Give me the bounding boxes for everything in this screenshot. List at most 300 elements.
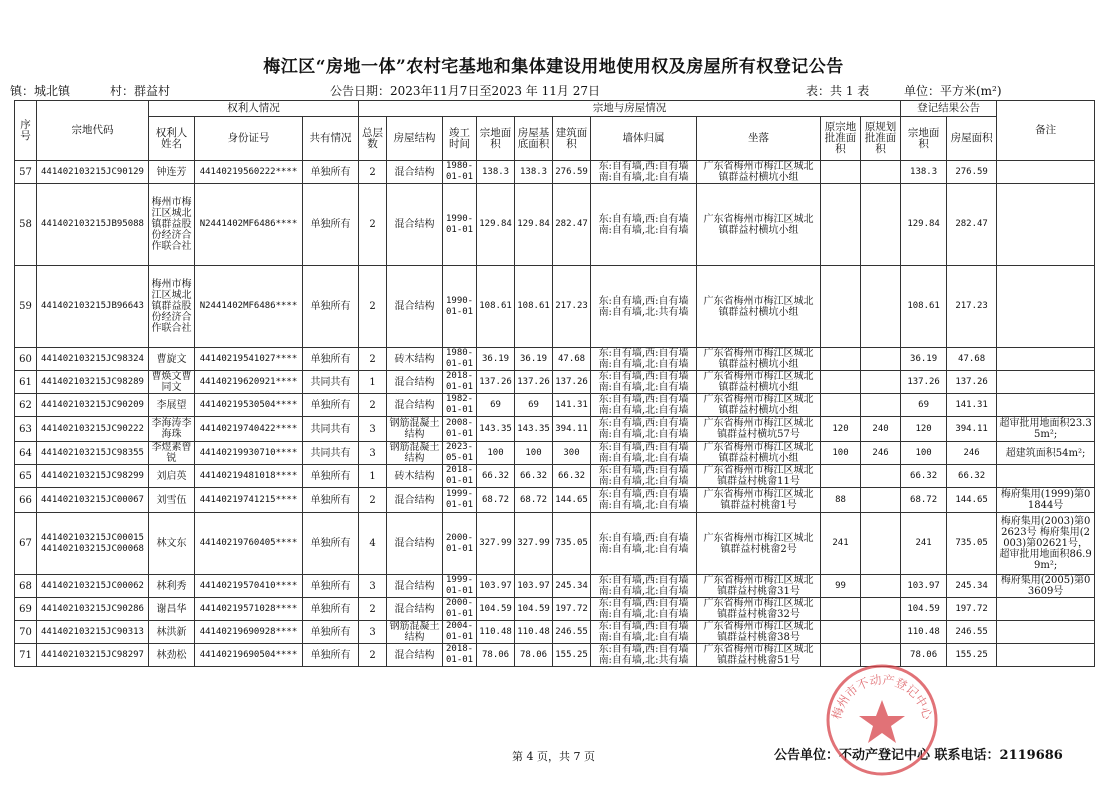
header-code: 宗地代码 [37,101,149,161]
cell-base: 110.48 [515,621,553,644]
cell-res-house: 245.34 [947,575,997,598]
cell-walls: 东:自有墙,西:自有墙南:自有墙,北:自有墙 [591,575,697,598]
cell-completed: 2000-01-01 [443,513,477,575]
cell-base: 66.32 [515,465,553,488]
cell-seq: 71 [15,644,37,667]
cell-land: 69 [477,394,515,417]
cell-approved [821,394,861,417]
cell-id: N2441402MF6486**** [195,266,303,348]
official-seal [822,660,942,780]
cell-owner: 林劲松 [149,644,195,667]
table-row [15,488,1095,513]
cell-seq: 69 [15,598,37,621]
registration-table [14,100,1095,667]
cell-base: 137.26 [515,371,553,394]
header-group-land: 宗地与房屋情况 [359,101,901,117]
cell-land: 78.06 [477,644,515,667]
cell-remark [997,348,1095,371]
cell-approved: 120 [821,417,861,442]
cell-land: 100 [477,442,515,465]
cell-code: 441402103215JC90209 [37,394,149,417]
cell-land: 108.61 [477,266,515,348]
header-share: 共有情况 [303,117,359,161]
cell-completed: 1982-01-01 [443,394,477,417]
cell-share: 单独所有 [303,598,359,621]
cell-floors: 3 [359,417,387,442]
cell-base: 104.59 [515,598,553,621]
table-count: 表：共 1 表 [806,84,870,98]
cell-build: 197.72 [553,598,591,621]
cell-remark [997,621,1095,644]
cell-remark [997,161,1095,184]
cell-plan [861,371,901,394]
cell-owner: 刘雪伍 [149,488,195,513]
cell-walls: 东:自有墙,西:自有墙南:自有墙,北:自有墙 [591,394,697,417]
cell-completed: 1990-01-01 [443,266,477,348]
header-group-rights: 权利人情况 [149,101,359,117]
cell-code: 441402103215JC98297 [37,644,149,667]
cell-code: 441402103215JC90286 [37,598,149,621]
cell-build: 276.59 [553,161,591,184]
cell-res-house: 66.32 [947,465,997,488]
cell-res-house: 137.26 [947,371,997,394]
cell-res-land: 241 [901,513,947,575]
cell-owner: 曹旋文 [149,348,195,371]
cell-plan [861,488,901,513]
cell-location: 广东省梅州市梅江区城北镇群益村横坑小组 [697,394,821,417]
cell-base: 108.61 [515,266,553,348]
cell-approved [821,371,861,394]
cell-approved [821,465,861,488]
table-row [15,442,1095,465]
seal-star [859,700,905,743]
cell-res-house: 282.47 [947,184,997,266]
cell-land: 137.26 [477,371,515,394]
cell-base: 143.35 [515,417,553,442]
cell-res-land: 103.97 [901,575,947,598]
cell-id: 44140219541027**** [195,348,303,371]
table-row [15,371,1095,394]
cell-land: 104.59 [477,598,515,621]
cell-seq: 62 [15,394,37,417]
cell-walls: 东:自有墙,西:自有墙南:自有墙,北:自有墙 [591,465,697,488]
cell-build: 137.26 [553,371,591,394]
cell-structure: 混合结构 [387,513,443,575]
cell-approved: 241 [821,513,861,575]
header-land-area: 宗地面积 [477,117,515,161]
table-row [15,513,1095,575]
header-remark: 备注 [997,101,1095,161]
cell-remark: 超审批用地面积23.35m²; [997,417,1095,442]
cell-base: 129.84 [515,184,553,266]
cell-approved: 99 [821,575,861,598]
cell-res-house: 735.05 [947,513,997,575]
cell-id: 44140219930710**** [195,442,303,465]
cell-remark [997,184,1095,266]
cell-id: N2441402MF6486**** [195,184,303,266]
cell-plan: 240 [861,417,901,442]
cell-walls: 东:自有墙,西:自有墙南:自有墙,北:共有墙 [591,644,697,667]
notice-date: 公告日期：2023年11月7日至2023 年 11月 27日 [330,84,600,98]
cell-remark: 超建筑面积54m²; [997,442,1095,465]
cell-structure: 混合结构 [387,394,443,417]
cell-code: 441402103215JC00067 [37,488,149,513]
cell-build: 144.65 [553,488,591,513]
cell-owner: 谢昌华 [149,598,195,621]
cell-id: 44140219481018**** [195,465,303,488]
cell-owner: 钟连芳 [149,161,195,184]
cell-code: 441402103215JC90129 [37,161,149,184]
cell-walls: 东:自有墙,西:自有墙南:自有墙,北:自有墙 [591,348,697,371]
cell-location: 广东省梅州市梅江区城北镇群益村桃畲2号 [697,513,821,575]
page-number: 第 4 页，共 7 页 [512,750,595,763]
cell-code: 441402103215JC90222 [37,417,149,442]
table-row [15,266,1095,348]
header-res-land: 宗地面积 [901,117,947,161]
table-row [15,417,1095,442]
cell-seq: 67 [15,513,37,575]
cell-code: 441402103215JB95088 [37,184,149,266]
cell-share: 单独所有 [303,621,359,644]
cell-walls: 东:自有墙,西:自有墙南:自有墙,北:自有墙 [591,371,697,394]
cell-remark [997,644,1095,667]
cell-seq: 64 [15,442,37,465]
cell-walls: 东:自有墙,西:自有墙南:自有墙,北:自有墙 [591,442,697,465]
cell-structure: 混合结构 [387,575,443,598]
cell-code: 441402103215JC98299 [37,465,149,488]
cell-completed: 2018-01-01 [443,371,477,394]
cell-floors: 2 [359,598,387,621]
cell-build: 217.23 [553,266,591,348]
table-row [15,161,1095,184]
header-seq: 序号 [15,101,37,161]
cell-code: 441402103215JC00062 [37,575,149,598]
cell-code: 441402103215JC90313 [37,621,149,644]
town-label: 镇：城北镇 [10,84,71,98]
cell-owner: 李海涛李海珠 [149,417,195,442]
cell-walls: 东:自有墙,西:自有墙南:自有墙,北:自有墙 [591,417,697,442]
cell-plan [861,266,901,348]
cell-remark: 梅府集用(2005)第03609号 [997,575,1095,598]
cell-walls: 东:自有墙,西:自有墙南:自有墙,北:自有墙 [591,161,697,184]
cell-location: 广东省梅州市梅江区城北镇群益村桃畲31号 [697,575,821,598]
cell-share: 单独所有 [303,513,359,575]
cell-code: 441402103215JC98324 [37,348,149,371]
cell-land: 68.72 [477,488,515,513]
cell-build: 47.68 [553,348,591,371]
cell-seq: 58 [15,184,37,266]
cell-structure: 混合结构 [387,598,443,621]
cell-completed: 2023-05-01 [443,442,477,465]
cell-base: 138.3 [515,161,553,184]
cell-seq: 70 [15,621,37,644]
cell-base: 327.99 [515,513,553,575]
cell-structure: 混合结构 [387,161,443,184]
header-completed: 竣工时间 [443,117,477,161]
cell-floors: 2 [359,161,387,184]
cell-res-house: 217.23 [947,266,997,348]
cell-code: 441402103215JB96643 [37,266,149,348]
cell-structure: 钢筋混凝土结构 [387,442,443,465]
table-row [15,348,1095,371]
cell-approved: 88 [821,488,861,513]
cell-location: 广东省梅州市梅江区城北镇群益村桃畲1号 [697,488,821,513]
cell-remark [997,266,1095,348]
header-orig-approved: 原宗地批准面积 [821,117,861,161]
cell-build: 245.34 [553,575,591,598]
cell-owner: 李展望 [149,394,195,417]
cell-land: 143.35 [477,417,515,442]
cell-structure: 砖木结构 [387,465,443,488]
cell-build: 246.55 [553,621,591,644]
cell-floors: 2 [359,266,387,348]
seal-text: 梅州市不动产登记中心 [829,672,935,721]
cell-approved [821,348,861,371]
cell-floors: 2 [359,348,387,371]
cell-id: 44140219560222**** [195,161,303,184]
cell-completed: 1999-01-01 [443,575,477,598]
cell-id: 44140219571028**** [195,598,303,621]
cell-share: 单独所有 [303,644,359,667]
cell-res-house: 144.65 [947,488,997,513]
table-body [15,161,1095,667]
cell-walls: 东:自有墙,西:自有墙南:自有墙,北:自有墙 [591,513,697,575]
table-row [15,394,1095,417]
cell-floors: 2 [359,644,387,667]
cell-structure: 混合结构 [387,371,443,394]
cell-res-land: 78.06 [901,644,947,667]
cell-completed: 1990-01-01 [443,184,477,266]
cell-res-land: 110.48 [901,621,947,644]
cell-completed: 2000-01-01 [443,598,477,621]
cell-floors: 2 [359,488,387,513]
cell-res-house: 394.11 [947,417,997,442]
cell-walls: 东:自有墙,西:自有墙南:自有墙,北:自有墙 [591,184,697,266]
cell-plan [861,184,901,266]
cell-plan [861,465,901,488]
cell-owner: 林洪新 [149,621,195,644]
cell-approved [821,184,861,266]
cell-location: 广东省梅州市梅江区城北镇群益村桃畲32号 [697,598,821,621]
cell-share: 单独所有 [303,348,359,371]
cell-base: 100 [515,442,553,465]
cell-seq: 57 [15,161,37,184]
cell-plan [861,621,901,644]
cell-structure: 钢筋混凝土结构 [387,417,443,442]
unit-label: 单位：平方米(m²) [904,84,1002,98]
cell-location: 广东省梅州市梅江区城北镇群益村横坑小组 [697,348,821,371]
cell-floors: 4 [359,513,387,575]
cell-floors: 3 [359,621,387,644]
cell-remark [997,598,1095,621]
cell-plan [861,598,901,621]
cell-id: 44140219620921**** [195,371,303,394]
cell-land: 110.48 [477,621,515,644]
cell-location: 广东省梅州市梅江区城北镇群益村横坑57号 [697,417,821,442]
cell-owner: 梅州市梅江区城北镇群益股份经济合作联合社 [149,184,195,266]
cell-structure: 混合结构 [387,488,443,513]
cell-completed: 2018-01-01 [443,465,477,488]
cell-location: 广东省梅州市梅江区城北镇群益村桃畲51号 [697,644,821,667]
cell-build: 394.11 [553,417,591,442]
cell-share: 单独所有 [303,465,359,488]
header-base-area: 房屋基底面积 [515,117,553,161]
cell-id: 44140219760405**** [195,513,303,575]
cell-owner: 刘启英 [149,465,195,488]
cell-res-house: 197.72 [947,598,997,621]
cell-seq: 61 [15,371,37,394]
cell-plan [861,513,901,575]
cell-remark [997,465,1095,488]
cell-remark: 梅府集用(2003)第02623号 梅府集用(2003)第02621号，超审批用地面积86.99m²; [997,513,1095,575]
cell-land: 138.3 [477,161,515,184]
cell-completed: 1980-01-01 [443,348,477,371]
header-orig-plan: 原规划批准面积 [861,117,901,161]
cell-code: 441402103215JC98289 [37,371,149,394]
cell-id: 44140219741215**** [195,488,303,513]
cell-res-house: 246 [947,442,997,465]
cell-id: 44140219570410**** [195,575,303,598]
cell-id: 44140219530504**** [195,394,303,417]
cell-land: 103.97 [477,575,515,598]
cell-walls: 东:自有墙,西:自有墙南:自有墙,北:自有墙 [591,488,697,513]
cell-structure: 混合结构 [387,644,443,667]
cell-plan [861,394,901,417]
cell-floors: 1 [359,465,387,488]
cell-seq: 66 [15,488,37,513]
cell-location: 广东省梅州市梅江区城北镇群益村横坑小组 [697,161,821,184]
cell-structure: 混合结构 [387,266,443,348]
cell-plan [861,575,901,598]
cell-floors: 3 [359,575,387,598]
cell-approved [821,621,861,644]
cell-location: 广东省梅州市梅江区城北镇群益村桃畲38号 [697,621,821,644]
cell-base: 36.19 [515,348,553,371]
cell-share: 单独所有 [303,488,359,513]
cell-share: 单独所有 [303,161,359,184]
header-location: 坐落 [697,117,821,161]
cell-res-land: 69 [901,394,947,417]
cell-code: 441402103215JC00015 441402103215JC00068 [37,513,149,575]
table-row [15,598,1095,621]
cell-res-land: 129.84 [901,184,947,266]
cell-share: 单独所有 [303,184,359,266]
table-row [15,575,1095,598]
header-build-area: 建筑面积 [553,117,591,161]
cell-location: 广东省梅州市梅江区城北镇群益村横坑小组 [697,442,821,465]
table-row [15,621,1095,644]
cell-share: 单独所有 [303,266,359,348]
cell-completed: 1980-01-01 [443,161,477,184]
table-row [15,184,1095,266]
cell-remark [997,371,1095,394]
cell-share: 共同共有 [303,371,359,394]
cell-id: 44140219690504**** [195,644,303,667]
cell-owner: 梅州市梅江区城北镇群益股份经济合作联合社 [149,266,195,348]
cell-approved: 100 [821,442,861,465]
cell-seq: 65 [15,465,37,488]
cell-seq: 63 [15,417,37,442]
cell-approved [821,266,861,348]
cell-floors: 2 [359,394,387,417]
cell-res-land: 68.72 [901,488,947,513]
cell-owner: 李煜素曾锐 [149,442,195,465]
cell-owner: 林利秀 [149,575,195,598]
cell-res-land: 120 [901,417,947,442]
cell-floors: 1 [359,371,387,394]
cell-approved [821,598,861,621]
cell-share: 共同共有 [303,442,359,465]
cell-id: 44140219690928**** [195,621,303,644]
cell-seq: 59 [15,266,37,348]
cell-res-house: 155.25 [947,644,997,667]
cell-remark [997,394,1095,417]
cell-code: 441402103215JC98355 [37,442,149,465]
cell-owner: 林文东 [149,513,195,575]
cell-res-land: 137.26 [901,371,947,394]
cell-seq: 60 [15,348,37,371]
village-label: 村：群益村 [110,84,171,98]
cell-share: 单独所有 [303,575,359,598]
cell-land: 327.99 [477,513,515,575]
cell-build: 282.47 [553,184,591,266]
cell-res-land: 108.61 [901,266,947,348]
cell-location: 广东省梅州市梅江区城北镇群益村横坑小组 [697,266,821,348]
cell-res-land: 66.32 [901,465,947,488]
cell-build: 300 [553,442,591,465]
cell-plan: 246 [861,442,901,465]
cell-location: 广东省梅州市梅江区城北镇群益村横坑小组 [697,371,821,394]
cell-walls: 东:自有墙,西:自有墙南:自有墙,北:共有墙 [591,266,697,348]
header-id: 身份证号 [195,117,303,161]
page-title: 梅江区“房地一体”农村宅基地和集体建设用地使用权及房屋所有权登记公告 [263,57,844,77]
cell-remark: 梅府集用(1999)第01844号 [997,488,1095,513]
cell-land: 129.84 [477,184,515,266]
cell-structure: 砖木结构 [387,348,443,371]
header-res-house: 房屋面积 [947,117,997,161]
cell-res-house: 276.59 [947,161,997,184]
cell-completed: 2018-01-01 [443,644,477,667]
cell-build: 66.32 [553,465,591,488]
cell-plan [861,348,901,371]
header-walls: 墙体归属 [591,117,697,161]
cell-land: 36.19 [477,348,515,371]
cell-completed: 2008-01-01 [443,417,477,442]
cell-owner: 曹焕文曹同文 [149,371,195,394]
cell-structure: 钢筋混凝土结构 [387,621,443,644]
cell-share: 共同共有 [303,417,359,442]
header-structure: 房屋结构 [387,117,443,161]
cell-land: 66.32 [477,465,515,488]
cell-seq: 68 [15,575,37,598]
cell-res-house: 141.31 [947,394,997,417]
cell-res-land: 36.19 [901,348,947,371]
table-row [15,465,1095,488]
cell-structure: 混合结构 [387,184,443,266]
cell-res-house: 47.68 [947,348,997,371]
cell-completed: 2004-01-01 [443,621,477,644]
cell-build: 735.05 [553,513,591,575]
cell-completed: 1999-01-01 [443,488,477,513]
cell-build: 155.25 [553,644,591,667]
cell-base: 68.72 [515,488,553,513]
cell-res-house: 246.55 [947,621,997,644]
notice-meta [10,82,1097,98]
cell-build: 141.31 [553,394,591,417]
cell-base: 78.06 [515,644,553,667]
cell-plan [861,161,901,184]
cell-base: 69 [515,394,553,417]
